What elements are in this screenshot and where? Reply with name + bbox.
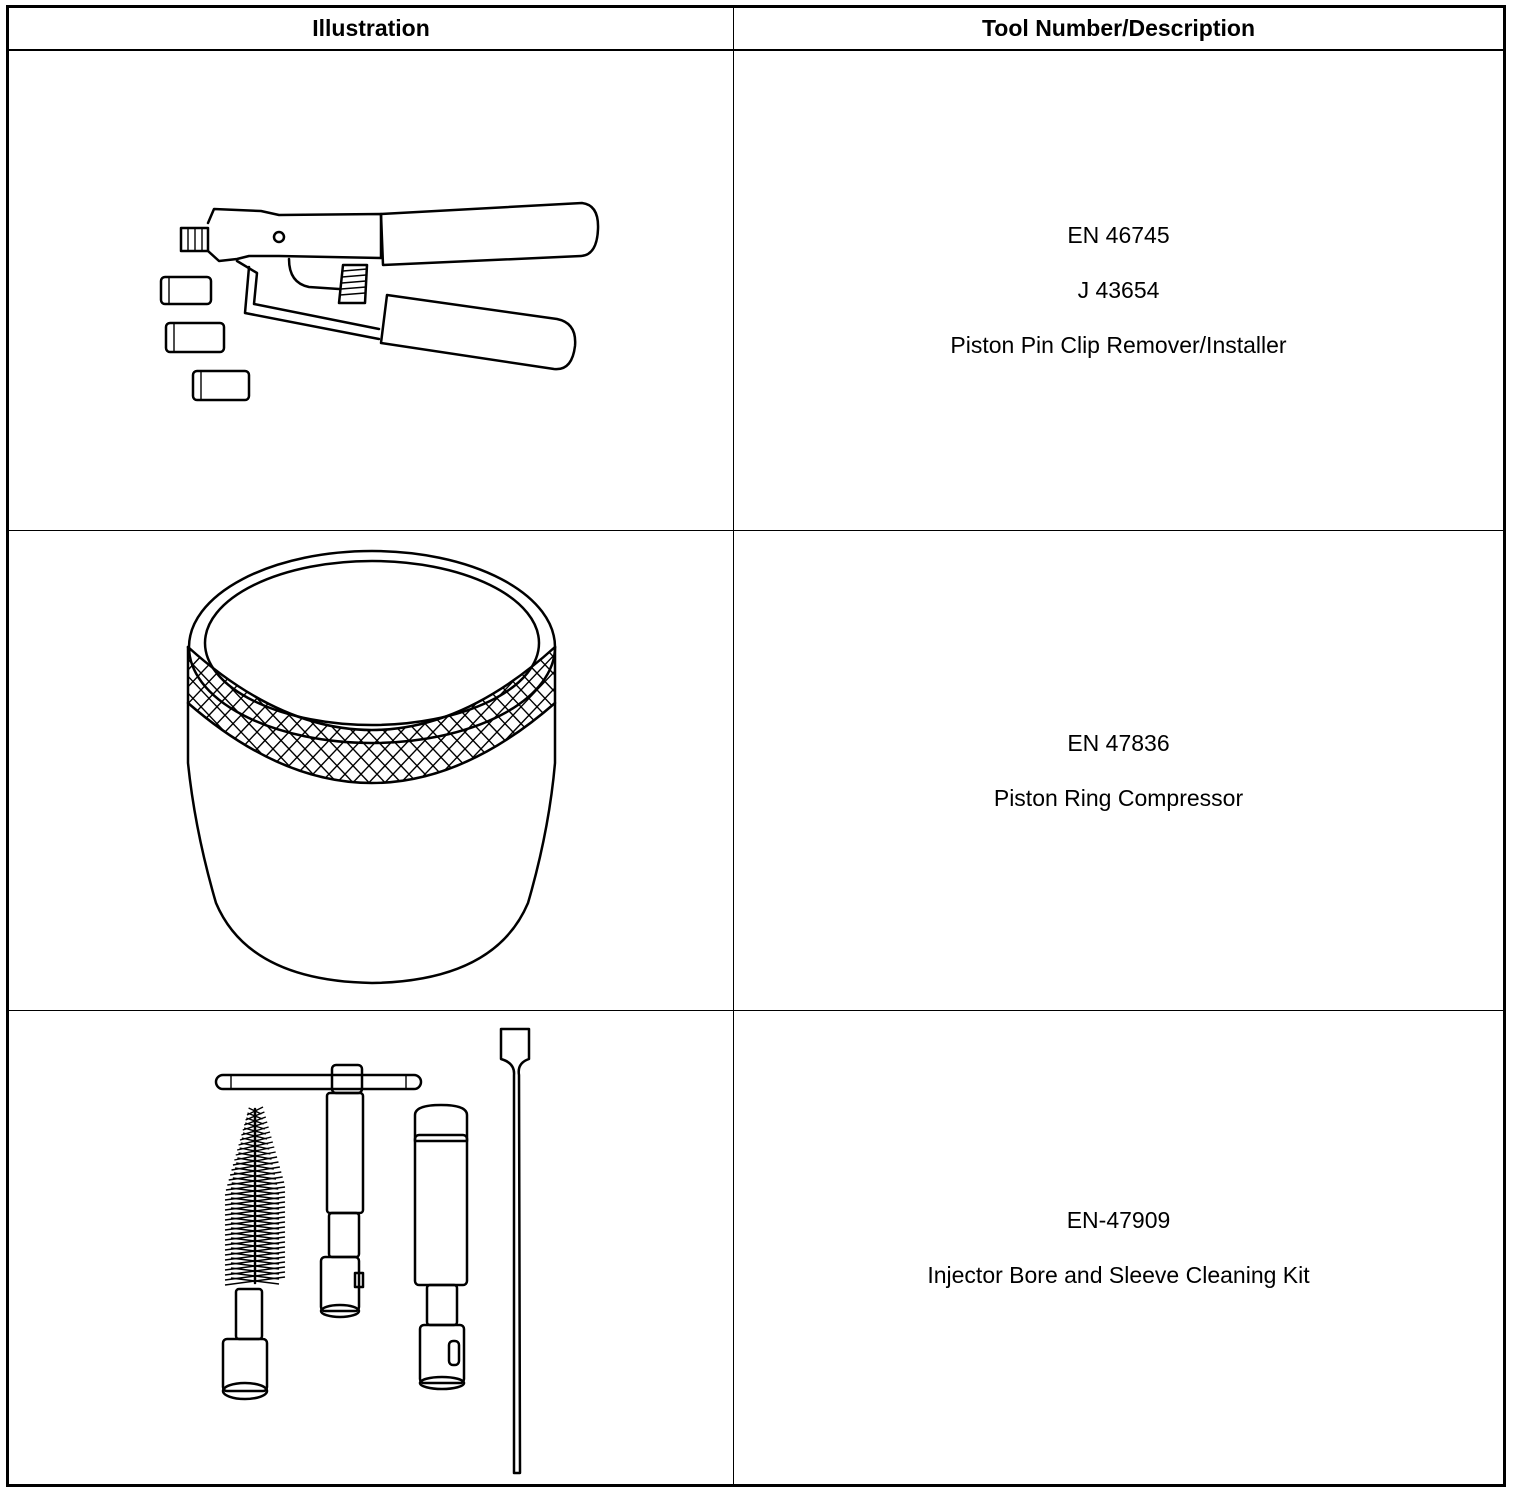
special-tools-table bbox=[6, 5, 1506, 1487]
tool-number: EN-47909 bbox=[1066, 1206, 1171, 1233]
table-row bbox=[9, 51, 1503, 531]
tool-number-alt: J 43654 bbox=[1077, 277, 1160, 303]
tool-description: Piston Pin Clip Remover/Installer bbox=[950, 332, 1287, 358]
injector-bore-cleaning-kit-icon bbox=[9, 1011, 734, 1484]
tool-description-cell bbox=[734, 51, 1503, 530]
table-header bbox=[9, 8, 1503, 51]
piston-ring-compressor-icon bbox=[9, 531, 734, 1011]
tool-description: Injector Bore and Sleeve Cleaning Kit bbox=[927, 1261, 1310, 1288]
tool-description-cell bbox=[734, 1011, 1503, 1484]
illustration-cell bbox=[9, 1011, 734, 1484]
tool-description-cell bbox=[734, 531, 1503, 1010]
table-row bbox=[9, 531, 1503, 1011]
illustration-cell bbox=[9, 531, 734, 1010]
tool-number: EN 46745 bbox=[1067, 222, 1170, 248]
table-row bbox=[9, 1011, 1503, 1484]
tool-description: Piston Ring Compressor bbox=[993, 784, 1244, 811]
illustration-cell bbox=[9, 51, 734, 530]
tool-number: EN 47836 bbox=[1067, 729, 1170, 756]
header-illustration: Illustration bbox=[9, 8, 734, 49]
piston-pin-clip-pliers-icon bbox=[9, 51, 734, 531]
header-tool-description: Tool Number/Description bbox=[981, 15, 1256, 41]
